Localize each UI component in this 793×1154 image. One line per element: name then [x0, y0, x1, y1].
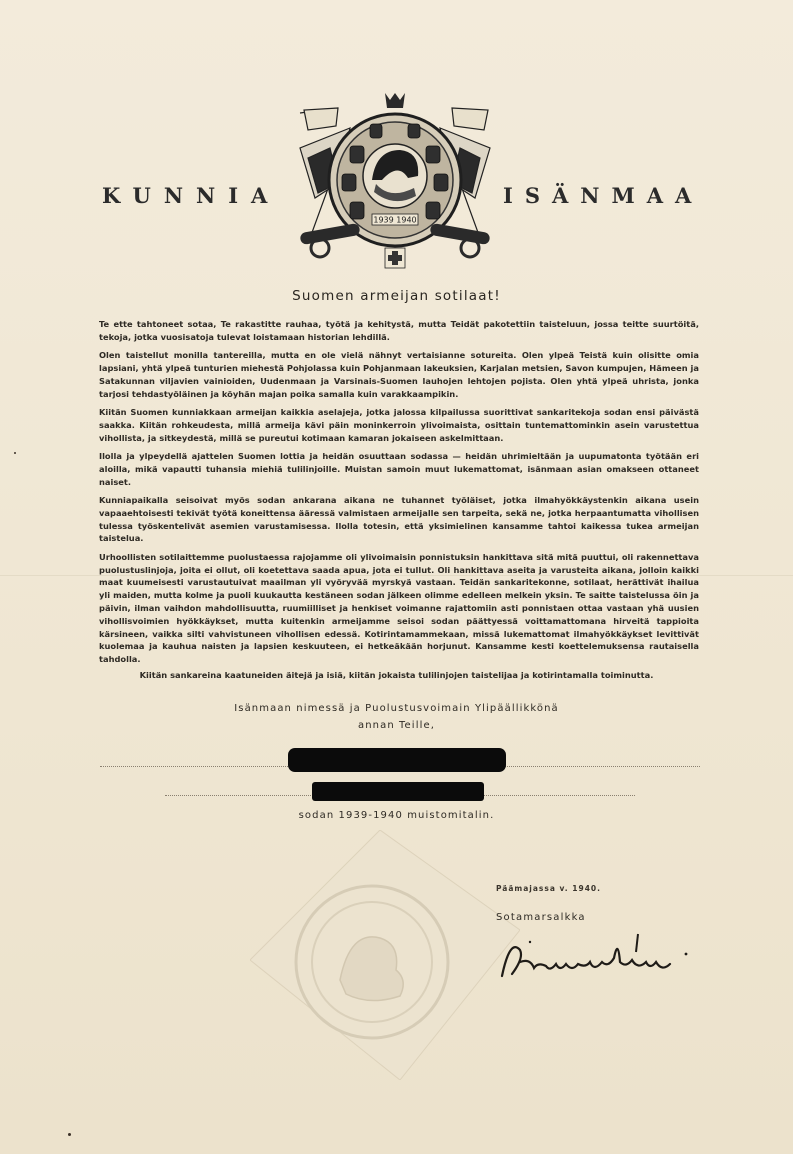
- medal-line: sodan 1939-1940 muistomitalin.: [298, 810, 495, 821]
- crest-dates: 1939 1940: [373, 215, 417, 225]
- paragraph: Urhoollisten sotilaittemme puolustaessa rajojamme oli ylivoimaisin ponnistuksin hankittava sitä mitä puuttui, oli rakennettava puolustuslinjoja, joita ei ollut, oli koetettava saada apua, jota ei tullut. Oli hankittava aseita ja varusteita aikana, jolloin kaikki maat kuumeisesti varustautuivat maailman yli vyöryvää myrskyä vastaan. Teidän sankaritekonne, sotilaat, herättivät ihailua yli maiden, mutta kolme ja puoli kuukautta kestäneen sodan jälkeen olimme edelleen melkein yksin. Te saitte taistelussa öin ja päivin, ilman vaihdon mahdollisuutta, ruumiilliset ja henkiset voimanne rajattomiin asti ponnistaen ottaa vastaan yhä uusien vihollisvoimien hyökkäykset, mutta kuitenkin armeijamme seisoi sodan päättyessä voittamattomana hirveitä tappioita kärsineen, vaikka silti vahvistuneen vihollisen edessä. Kotirintamammekaan, missä lukemattomat ilmahyökkäykset levittivät kuolemaa ja kauhua naisten ja lapsien keskuuteen, ei hetkeäkään horjunut. Kansamme kesti koettelemuksensa rautaisella tahdolla.: [99, 551, 699, 665]
- header: [0, 88, 793, 278]
- body-text: [99, 318, 699, 671]
- paragraph: Olen taistellut monilla tantereilla, mutta en ole vielä nähnyt vertaisianne sotureita. Olen ylpeä Teistä kuin olisitte omia lapsiani, yhtä ylpeä tunturien miehestä Pohjolassa kuin Pohjanmaan lakeuksien, Karjalan metsien, Savon kumpujen, Hämeen ja Satakunnan viljavien vainioiden, Uudenmaan ja Varsinais-Suomen lauhojen lehtojen pojista. Olen yhtä ylpeä uhrista, jonka tarjosi tehdastyöläinen ja köyhän majan poika samalla kuin varakkaampikin.: [99, 350, 699, 399]
- handwritten-signature-icon: [490, 928, 700, 988]
- grant-line-1: Isänmaan nimessä ja Puolustusvoimain Ylipäällikkönä: [234, 703, 559, 714]
- page-title: Suomen armeijan sotilaat!: [292, 288, 501, 304]
- paper-speck: [14, 452, 16, 454]
- grant-text: [0, 700, 793, 734]
- paragraph: Ilolla ja ylpeydellä ajattelen Suomen lottia ja heidän osuuttaan sodassa — heidän uhrimieltään ja uupumatonta työtään eri aloilla, mikä vapautti tuhansia miehiä tulilinjoille. Muistan samoin muut lukemattomat, isänmaan asian omakseen ottaneet naiset.: [99, 450, 699, 487]
- cross-icon: [385, 248, 405, 268]
- crown-icon: [385, 93, 405, 108]
- motto-left: KUNNIA: [102, 183, 281, 208]
- paragraph: Te ette tahtoneet sotaa, Te rakastitte rauhaa, työtä ja kehitystä, mutta Teidät pakotettiin taisteluun, jossa teitte suurtöitä, tekoja, jotka vuosisatoja tulevat loistamaan historian lehdillä.: [99, 319, 699, 342]
- motto-right: ISÄNMAA: [503, 183, 704, 208]
- paragraph: Kunniapaikalla seisoivat myös sodan ankarana aikana ne tuhannet työläiset, jotka ilmahyökkäystenkin aikana usein vapaaehtoisesti tekivät työtä koneittensa ääressä valmistaen armeijalle sen tarpeita, sekä ne, jotka herpaantumatta vihollisen tulessa työskentelivät asemien varustamisessa. Ilolla totesin, että yksimielinen kansamme tahtoi kaikessa tukea armeijan taistelua.: [99, 494, 699, 544]
- embossed-lion-seal-icon: [250, 830, 520, 1080]
- place-year: Päämajassa v. 1940.: [496, 884, 601, 893]
- redacted-recipient-rank: [288, 748, 506, 772]
- coat-of-arms-crest-icon: [290, 88, 500, 278]
- grant-line-2: annan Teille,: [358, 720, 435, 731]
- paragraph: Kiitän Suomen kunniakkaan armeijan kaikkia aselajeja, jotka jalossa kilpailussa suorittivat sankaritekoja sodan ensi päivästä saakka. Kiitän rohkeudesta, millä armeija kävi päin moninkerroin ylivoimaista, osittain tuntemattominkin asein varustettua vihollista, ja sitkeydestä, millä se pureutui kotimaan kamaran jokaiseen askelmittaan.: [99, 406, 699, 443]
- paper-speck: [68, 1133, 71, 1136]
- redacted-recipient-name: [312, 782, 484, 801]
- closing-line: Kiitän sankareina kaatuneiden äitejä ja isiä, kiitän jokaista tulilinjojen taistelijaa ja kotirintamalla toiminutta.: [139, 670, 654, 680]
- signer-rank: Sotamarsalkka: [496, 912, 586, 923]
